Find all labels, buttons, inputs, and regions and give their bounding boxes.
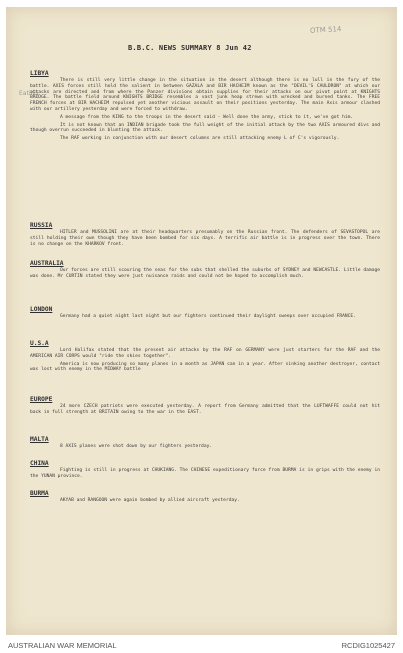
footer-institution: AUSTRALIAN WAR MEMORIAL <box>8 641 117 650</box>
section-heading: LIBYA <box>30 70 49 77</box>
section-heading: MALTA <box>30 436 49 443</box>
paragraph: America is now producing so many planes in a month as JAPAN can in a year. After sinking another destroyer, contact was lost with enemy in the MIDWAY battle <box>30 361 380 373</box>
paragraph: HITLER and MUSSOLINI are at their headquarters presumably on the Russian front. The defenders of SEVASTOPOL are still holding their own though they have been bombed for six days. A terrific air battle is in progress over the town. There is no change on the KHARKOV front. <box>30 230 380 247</box>
section-heading: BURMA <box>30 490 49 497</box>
paragraph: AKYAB and RANGOON were again bombed by allied aircraft yesterday. <box>60 498 240 503</box>
paragraph: A message from the KING to the troops in the desert said - Well done the army, stick to it, we've got him. <box>60 114 354 120</box>
paragraph: Germany had a quiet night last night but our fighters continued their daylight sweeps over occupied FRANCE. <box>60 314 356 319</box>
footer-catalog-id: RCDIG1025427 <box>341 641 395 650</box>
paragraph: 24 more CZECH patriots were executed yesterday. A report from Germany admitted that the LUFTWAFFE could not hit back in full strength at BRITAIN owing to the war in the EAST. <box>30 404 380 415</box>
paragraph: There is still very little change in the situation in the desert although there is no lull in the fury of the battle. AXIS forces still hold the salient in between GAZALA and BIR HACHEIM known as the "DEVIL'S CAULDRON" at which our attacks are directed and from where the Panzer divisions obtain supplies for their attacks on our pivot point at KNIGHTS BRIDGE. The battle field around KNIGHTS BRIDGE resembles a vast junk heap strewn with wrecked and burned tanks. The FREE FRENCH forces at BIR HACHEIM repulsed yet another vicious assault on their positions yesterday. The main Axis armour clashed with our artillery yesterday and were forced to withdraw. <box>30 78 380 112</box>
paragraph: Fighting is still in progress at CHUKIANG. The CHINESE expeditionary force from BURMA is in grips with the enemy in the YUNAN province. <box>30 468 380 479</box>
section-burma <box>30 490 380 506</box>
section-heading: U.S.A <box>30 340 49 347</box>
archive-footer <box>0 637 403 653</box>
paragraph: Lord Halifax stated that the present air attacks by the RAF on GERMANY were just starters for the RAF and the AMERICAN AIR CORPS would "ride the skies together". <box>30 348 380 359</box>
paragraph: The RAF working in conjunction with our desert columns are still attacking enemy L of C's vigorously. <box>60 136 340 142</box>
section-australia <box>30 260 380 282</box>
margin-note: Eating <box>19 90 39 97</box>
section-malta <box>30 436 380 452</box>
section-heading: CHINA <box>30 460 49 467</box>
paragraph: It is not known that an INDIAN brigade took the full weight of the initial attack by the two AXIS armoured divs and though overrun succeeded in blunting the attack. <box>30 122 380 134</box>
section-china <box>30 460 380 482</box>
section-heading: LONDON <box>30 306 53 313</box>
section-russia <box>30 222 380 249</box>
section-libya <box>30 70 380 144</box>
section-heading: RUSSIA <box>30 222 53 229</box>
paragraph: Our forces are still scouring the seas for the subs that shelled the suburbs of SYDNEY and NEWCASTLE. Little damage was done. Mr CURTIN stated they were just nuisance raids and could not be hoped to accomplish much. <box>30 268 380 279</box>
section-heading: AUSTRALIA <box>30 260 64 267</box>
section-europe <box>30 396 380 418</box>
document-title: B.B.C. NEWS SUMMARY 8 Jun 42 <box>128 44 252 52</box>
paragraph: 8 AXIS planes were shot down by our fighters yesterday. <box>60 444 213 449</box>
section-london <box>30 306 380 322</box>
section-usa <box>30 340 380 375</box>
section-heading: EUROPE <box>30 396 53 403</box>
pencil-reference: OTM 514 <box>309 25 342 35</box>
